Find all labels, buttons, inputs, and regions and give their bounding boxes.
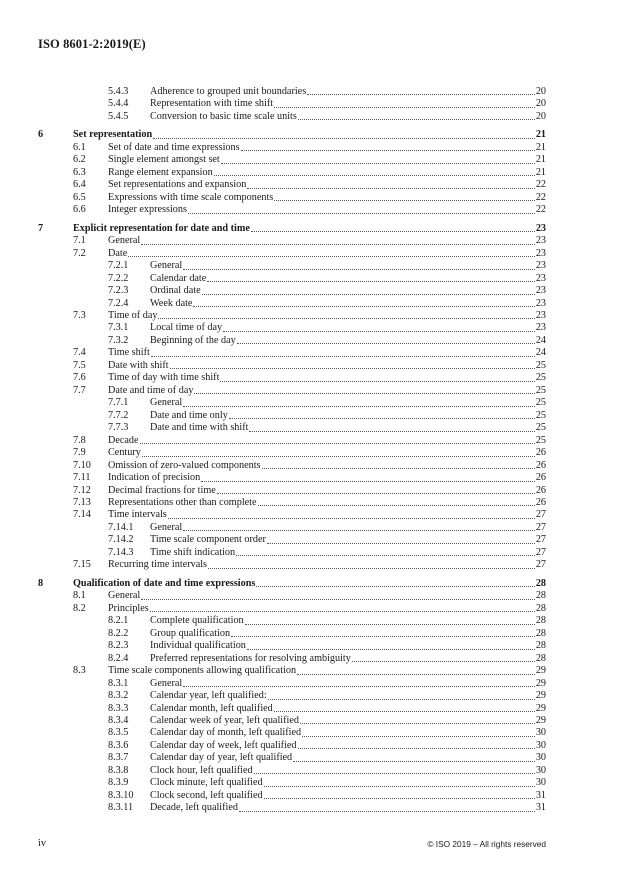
toc-entry-page: 27	[535, 546, 546, 558]
toc-entry-number: 7.13	[73, 497, 91, 508]
toc-entry-page: 30	[535, 739, 546, 751]
toc-entry-number: 7.12	[73, 484, 91, 496]
toc-entry-page: 27	[535, 559, 546, 571]
toc-entry-number: 7.2.3	[108, 285, 129, 297]
toc-entry[interactable]	[38, 298, 546, 310]
toc-entry[interactable]	[38, 653, 546, 665]
toc-entry-number: 8.2.4	[108, 652, 129, 664]
dot-leader	[151, 347, 535, 356]
toc-entry[interactable]	[38, 397, 546, 409]
toc-entry[interactable]	[38, 522, 546, 534]
toc-entry-title: Calendar week of year, left qualified	[150, 714, 299, 726]
toc-entry-title: General	[108, 590, 141, 602]
toc-entry-page: 26	[535, 484, 546, 496]
toc-entry-page: 25	[535, 434, 546, 446]
toc-entry-page: 26	[535, 472, 546, 484]
toc-entry-title: Week date	[150, 297, 193, 309]
dot-leader	[267, 534, 535, 543]
toc-entry-title: Clock second, left qualified	[150, 789, 263, 801]
dot-leader	[231, 628, 535, 637]
toc-entry[interactable]	[38, 497, 546, 509]
toc-entry-number: 6.4	[73, 179, 86, 191]
dot-leader	[264, 777, 535, 786]
toc-entry-page: 29	[535, 677, 546, 689]
toc-entry-number: 7.3.2	[108, 334, 129, 346]
toc-entry-title: Time intervals	[108, 509, 167, 521]
toc-entry-page: 31	[535, 789, 546, 801]
toc-entry[interactable]	[38, 111, 546, 123]
toc-entry-title: Clock hour, left qualified	[150, 764, 253, 776]
toc-entry-title: General	[150, 521, 183, 533]
toc-entry-title: Date with shift	[108, 359, 169, 371]
toc-entry-title: Indication of precision	[108, 472, 201, 484]
dot-leader	[254, 765, 535, 774]
toc-entry-page: 28	[535, 652, 546, 664]
toc-entry-page: 28	[535, 602, 546, 614]
dot-leader	[217, 485, 535, 494]
toc-entry-title: Range element expansion	[108, 166, 213, 178]
dot-leader	[302, 727, 535, 736]
toc-entry-page: 23	[535, 309, 546, 321]
toc-entry-title: Integer expressions	[108, 204, 187, 216]
toc-entry-page: 27	[535, 509, 546, 521]
toc-entry-title: Calendar month, left qualified	[150, 702, 273, 714]
toc-entry-number: 8	[38, 577, 44, 589]
dot-leader	[298, 740, 535, 749]
toc-entry[interactable]	[38, 715, 546, 727]
toc-entry[interactable]	[38, 678, 546, 690]
toc-entry-title: Time scale component order	[150, 534, 266, 546]
toc-entry-page: 30	[535, 777, 546, 789]
toc-entry-title: Time scale components allowing qualification	[108, 665, 297, 677]
toc-entry[interactable]	[38, 322, 546, 334]
dot-leader	[208, 559, 535, 568]
toc-entry-number: 7.2	[73, 247, 86, 259]
toc-entry-page: 23	[535, 272, 546, 284]
toc-entry-number: 7.14.3	[108, 546, 134, 558]
toc-entry-number: 6.3	[73, 166, 86, 178]
toc-entry-number: 7.7.2	[108, 409, 129, 421]
toc-entry-number: 8.3.3	[108, 702, 129, 714]
toc-entry-title: Recurring time intervals	[108, 559, 208, 571]
toc-entry[interactable]	[38, 335, 546, 347]
toc-entry-page: 22	[535, 204, 546, 216]
dot-leader	[247, 640, 535, 649]
toc-entry-number: 8.3.9	[108, 777, 129, 789]
toc-entry-number: 5.4.4	[108, 98, 129, 110]
toc-entry-number: 8.3.2	[108, 690, 129, 702]
toc-entry-title: Decade	[108, 434, 139, 446]
dot-leader	[214, 167, 535, 176]
toc-entry[interactable]	[38, 590, 546, 602]
toc-entry-page: 21	[535, 129, 546, 141]
toc-entry-number: 6	[38, 129, 44, 141]
toc-entry-title: Qualification of date and time expressions	[73, 577, 256, 589]
toc-entry-number: 8.3.8	[108, 764, 129, 776]
toc-entry[interactable]	[38, 534, 546, 546]
toc-entry-page: 21	[535, 166, 546, 178]
page-number: iv	[38, 838, 46, 849]
dot-leader	[307, 86, 535, 95]
toc-entry-page: 27	[535, 521, 546, 533]
toc-entry-number: 7.7.1	[108, 397, 129, 409]
toc-entry-page: 30	[535, 727, 546, 739]
toc-entry-title: General	[108, 235, 141, 247]
toc-entry[interactable]	[38, 129, 546, 141]
toc-entry-number: 7.2.2	[108, 272, 129, 284]
dot-leader	[141, 235, 535, 244]
toc-entry-page: 24	[535, 334, 546, 346]
toc-entry[interactable]	[38, 98, 546, 110]
toc-entry-number: 8.2.1	[108, 615, 129, 627]
toc-entry-page: 31	[535, 802, 546, 814]
toc-entry-page: 28	[535, 640, 546, 652]
toc-entry[interactable]	[38, 690, 546, 702]
dot-leader	[274, 192, 535, 201]
toc-entry[interactable]	[38, 372, 546, 384]
toc-entry-title: Expressions with time scale components	[108, 191, 274, 203]
toc-entry-number: 8.3.5	[108, 727, 129, 739]
toc-entry-number: 6.6	[73, 204, 86, 216]
toc-entry-title: Clock minute, left qualified	[150, 777, 263, 789]
dot-leader	[229, 410, 535, 419]
toc-entry[interactable]	[38, 167, 546, 179]
toc-entry[interactable]	[38, 154, 546, 166]
table-of-contents	[38, 86, 546, 815]
toc-entry-number: 8.3.6	[108, 739, 129, 751]
toc-entry-page: 26	[535, 459, 546, 471]
toc-entry-number: 8.3	[73, 665, 86, 677]
toc-entry[interactable]	[38, 628, 546, 640]
toc-entry-title: Ordinal date	[150, 285, 201, 297]
toc-entry-title: Date and time only	[150, 409, 228, 421]
toc-entry-title: Calendar date	[150, 272, 207, 284]
toc-entry-number: 5.4.3	[108, 86, 129, 97]
toc-entry-page: 30	[535, 752, 546, 764]
toc-entry-title: Adherence to grouped unit boundaries	[150, 86, 307, 97]
toc-entry[interactable]	[38, 347, 546, 359]
toc-entry-page: 21	[535, 141, 546, 153]
dot-leader	[183, 260, 535, 269]
toc-entry-number: 8.3.7	[108, 752, 129, 764]
toc-entry-title: Single element amongst set	[108, 154, 220, 166]
toc-entry[interactable]	[38, 235, 546, 247]
toc-entry[interactable]	[38, 460, 546, 472]
toc-entry-title: Principles	[108, 602, 149, 614]
dot-leader	[153, 129, 535, 138]
toc-entry[interactable]	[38, 485, 546, 497]
dot-leader	[168, 509, 535, 518]
toc-entry[interactable]	[38, 273, 546, 285]
toc-entry-title: Beginning of the day	[150, 334, 236, 346]
toc-entry-number: 8.3.10	[108, 789, 134, 801]
toc-entry-number: 6.1	[73, 141, 86, 153]
toc-entry-title: General	[150, 397, 183, 409]
toc-entry[interactable]	[38, 547, 546, 559]
dot-leader	[293, 752, 535, 761]
toc-entry-number: 8.1	[73, 590, 86, 602]
toc-entry[interactable]	[38, 260, 546, 272]
toc-entry-number: 7.14	[73, 509, 91, 521]
toc-entry-number: 7.9	[73, 447, 86, 459]
toc-entry-title: Date and time of day	[108, 384, 194, 396]
toc-entry-page: 25	[535, 384, 546, 396]
toc-entry-page: 25	[535, 359, 546, 371]
toc-entry[interactable]	[38, 559, 546, 571]
toc-entry-title: Complete qualification	[150, 615, 244, 627]
document-id-header: ISO 8601-2:2019(E)	[38, 37, 146, 51]
dot-leader	[183, 678, 535, 687]
dot-leader	[352, 653, 535, 662]
toc-entry[interactable]	[38, 310, 546, 322]
dot-leader	[128, 248, 535, 257]
toc-entry-number: 7.2.4	[108, 297, 129, 309]
toc-entry-title: Set representation	[73, 129, 153, 141]
toc-entry[interactable]	[38, 640, 546, 652]
toc-entry-page: 28	[535, 627, 546, 639]
toc-entry-number: 7.6	[73, 372, 86, 384]
toc-entry[interactable]	[38, 179, 546, 191]
toc-entry-title: Representations other than complete	[108, 497, 257, 508]
dot-leader	[142, 447, 535, 456]
dot-leader	[237, 335, 535, 344]
dot-leader	[223, 322, 535, 331]
dot-leader	[170, 360, 535, 369]
toc-entry-number: 7.8	[73, 434, 86, 446]
toc-entry-title: Time of day with time shift	[108, 372, 220, 384]
toc-entry-title: Representation with time shift	[150, 98, 274, 110]
dot-leader	[258, 497, 535, 506]
toc-entry-number: 7.2.1	[108, 260, 129, 272]
toc-entry-title: Time of day	[108, 309, 158, 321]
toc-entry[interactable]	[38, 204, 546, 216]
dot-leader	[239, 802, 535, 811]
toc-entry[interactable]	[38, 615, 546, 627]
dot-leader	[264, 790, 535, 799]
dot-leader	[268, 690, 535, 699]
toc-entry-page: 25	[535, 409, 546, 421]
toc-entry-number: 6.2	[73, 154, 86, 166]
toc-entry[interactable]	[38, 765, 546, 777]
toc-entry[interactable]	[38, 727, 546, 739]
toc-entry[interactable]	[38, 665, 546, 677]
dot-leader	[158, 310, 534, 319]
toc-entry-number: 8.2	[73, 602, 86, 614]
toc-entry-number: 7.1	[73, 235, 86, 247]
toc-entry-number: 7.3	[73, 309, 86, 321]
toc-entry-page: 30	[535, 764, 546, 776]
toc-entry[interactable]	[38, 509, 546, 521]
toc-entry-page: 23	[535, 322, 546, 334]
toc-entry-page: 28	[535, 590, 546, 602]
toc-entry-title: Conversion to basic time scale units	[150, 110, 297, 122]
toc-entry-title: Time shift indication	[150, 546, 236, 558]
toc-entry-number: 8.3.4	[108, 714, 129, 726]
toc-entry-number: 8.3.11	[108, 802, 134, 814]
dot-leader	[193, 298, 534, 307]
toc-entry[interactable]	[38, 385, 546, 397]
toc-entry-page: 23	[535, 297, 546, 309]
toc-entry[interactable]	[38, 472, 546, 484]
dot-leader	[140, 435, 535, 444]
dot-leader	[207, 273, 535, 282]
toc-entry-page: 20	[535, 98, 546, 110]
dot-leader	[183, 397, 535, 406]
toc-entry[interactable]	[38, 360, 546, 372]
toc-entry-title: Group qualification	[150, 627, 231, 639]
toc-entry-number: 7.14.2	[108, 534, 134, 546]
toc-entry[interactable]	[38, 223, 546, 235]
toc-entry-page: 22	[535, 191, 546, 203]
toc-entry[interactable]	[38, 777, 546, 789]
dot-leader	[241, 142, 535, 151]
toc-entry-number: 6.5	[73, 191, 86, 203]
toc-entry-page: 26	[535, 497, 546, 508]
dot-leader	[300, 715, 535, 724]
toc-entry-number: 8.2.2	[108, 627, 129, 639]
dot-leader	[262, 460, 535, 469]
toc-entry-title: Century	[108, 447, 141, 459]
toc-entry[interactable]	[38, 802, 546, 814]
toc-entry[interactable]	[38, 422, 546, 434]
toc-entry[interactable]	[38, 447, 546, 459]
toc-entry-title: Calendar day of year, left qualified	[150, 752, 293, 764]
toc-entry-title: General	[150, 260, 183, 272]
dot-leader	[141, 590, 535, 599]
dot-leader	[274, 703, 535, 712]
toc-entry-title: Decimal fractions for time	[108, 484, 216, 496]
toc-entry[interactable]	[38, 86, 546, 98]
toc-entry-title: Preferred representations for resolving ambiguity	[150, 652, 351, 664]
dot-leader	[249, 422, 534, 431]
toc-entry-title: Explicit representation for date and time	[73, 222, 250, 234]
dot-leader	[221, 154, 535, 163]
toc-entry[interactable]	[38, 752, 546, 764]
dot-leader	[201, 472, 535, 481]
toc-entry-page: 29	[535, 690, 546, 702]
toc-entry-page: 23	[535, 260, 546, 272]
toc-entry-page: 23	[535, 247, 546, 259]
toc-entry-number: 8.2.3	[108, 640, 129, 652]
toc-entry-page: 25	[535, 422, 546, 434]
toc-entry[interactable]	[38, 192, 546, 204]
toc-entry-number: 7.15	[73, 559, 91, 571]
toc-entry-title: Calendar year, left qualified:	[150, 690, 267, 702]
toc-entry-title: Set representations and expansion	[108, 179, 247, 191]
toc-entry-title: Individual qualification	[150, 640, 246, 652]
toc-entry-number: 7.14.1	[108, 521, 134, 533]
toc-entry-page: 21	[535, 154, 546, 166]
toc-entry-title: Omission of zero-valued components	[108, 459, 261, 471]
toc-entry-page: 28	[535, 577, 546, 589]
dot-leader	[220, 372, 534, 381]
toc-entry-page: 26	[535, 447, 546, 459]
copyright-notice: © ISO 2019 – All rights reserved	[427, 839, 546, 849]
toc-entry-page: 25	[535, 397, 546, 409]
toc-entry-number: 7.10	[73, 459, 91, 471]
toc-entry[interactable]	[38, 740, 546, 752]
dot-leader	[251, 223, 535, 232]
toc-entry-title: Set of date and time expressions	[108, 141, 240, 153]
toc-entry[interactable]	[38, 703, 546, 715]
dot-leader	[298, 111, 535, 120]
toc-entry-page: 23	[535, 235, 546, 247]
dot-leader	[236, 547, 535, 556]
toc-entry-page: 25	[535, 372, 546, 384]
dot-leader	[245, 615, 535, 624]
toc-entry-title: Decade, left qualified	[150, 802, 238, 814]
toc-entry-number: 7	[38, 222, 44, 234]
toc-entry-title: Date and time with shift	[150, 422, 249, 434]
toc-entry-title: General	[150, 677, 183, 689]
dot-leader	[256, 578, 534, 587]
toc-entry-number: 8.3.1	[108, 677, 129, 689]
toc-entry-number: 7.7	[73, 384, 86, 396]
toc-entry-page: 29	[535, 665, 546, 677]
toc-entry-number: 7.4	[73, 347, 86, 359]
toc-entry-number: 7.3.1	[108, 322, 129, 334]
dot-leader	[297, 665, 535, 674]
toc-entry-page: 20	[535, 86, 546, 97]
dot-leader	[183, 522, 535, 531]
toc-entry-title: Calendar day of month, left qualified	[150, 727, 302, 739]
toc-entry-page: 29	[535, 702, 546, 714]
toc-entry[interactable]	[38, 790, 546, 802]
toc-entry[interactable]	[38, 578, 546, 590]
toc-entry[interactable]	[38, 435, 546, 447]
toc-entry-page: 23	[535, 222, 546, 234]
toc-entry[interactable]	[38, 603, 546, 615]
dot-leader	[247, 179, 534, 188]
toc-entry-number: 5.4.5	[108, 110, 129, 122]
dot-leader	[188, 204, 535, 213]
toc-entry-page: 24	[535, 347, 546, 359]
toc-entry-page: 20	[535, 110, 546, 122]
toc-entry-page: 29	[535, 714, 546, 726]
toc-entry-number: 7.7.3	[108, 422, 129, 434]
dot-leader	[202, 285, 535, 294]
toc-entry[interactable]	[38, 285, 546, 297]
toc-entry-number: 7.11	[73, 472, 91, 484]
toc-entry[interactable]	[38, 410, 546, 422]
toc-entry-page: 22	[535, 179, 546, 191]
toc-entry-page: 28	[535, 615, 546, 627]
toc-entry-title: Calendar day of week, left qualified	[150, 739, 297, 751]
dot-leader	[150, 603, 535, 612]
dot-leader	[274, 98, 535, 107]
dot-leader	[194, 385, 534, 394]
toc-entry-number: 7.5	[73, 359, 86, 371]
toc-entry[interactable]	[38, 248, 546, 260]
toc-entry-title: Time shift	[108, 347, 150, 359]
toc-entry-page: 27	[535, 534, 546, 546]
toc-entry-page: 23	[535, 285, 546, 297]
toc-entry[interactable]	[38, 142, 546, 154]
toc-entry-title: Local time of day	[150, 322, 223, 334]
toc-entry-title: Date	[108, 247, 128, 259]
